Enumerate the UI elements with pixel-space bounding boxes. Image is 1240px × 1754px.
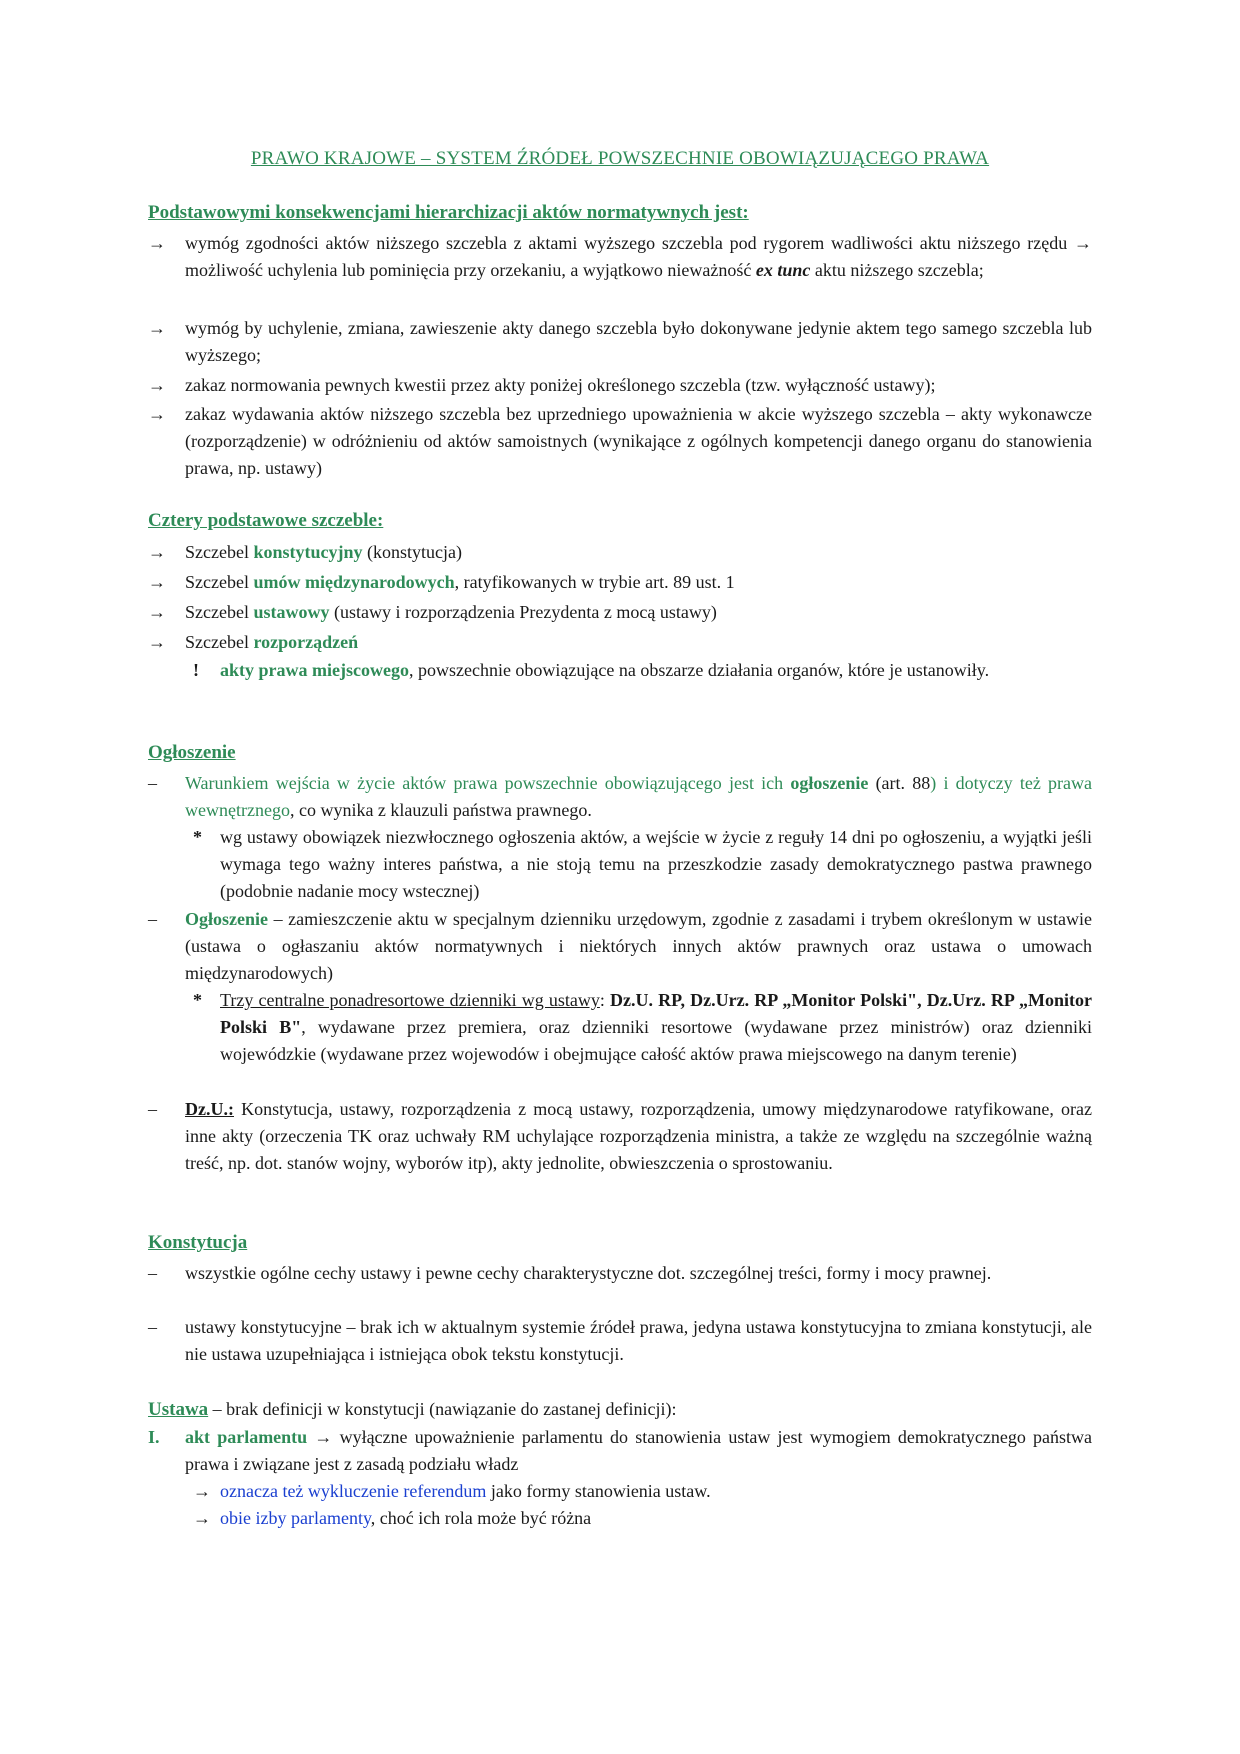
dash-icon: – xyxy=(148,773,157,793)
list-subitem: * wg ustawy obowiązek niezwłocznego ogłoszenia aktów, a wejście w życie z reguły 14 dni po ogłoszeniu, a wyjątki jeśli wymaga tego ważny interes państwa, a nie stoją temu na przeszkodzie zasady demokratycznego pastwa prawnego (podobnie nadanie mocy wstecznej) xyxy=(148,824,1092,905)
arrow-icon: → xyxy=(148,233,166,253)
arrow-icon: → xyxy=(148,632,166,652)
list-item: → Szczebel rozporządzeń xyxy=(148,629,1092,656)
list-item: → Szczebel konstytucyjny (konstytucja) xyxy=(148,539,1092,566)
list-subitem: → obie izby parlamenty, choć ich rola może być różna xyxy=(148,1505,1092,1532)
list-item: → Szczebel umów międzynarodowych, ratyfikowanych w trybie art. 89 ust. 1 xyxy=(148,569,1092,596)
arrow-icon: → xyxy=(193,1481,211,1501)
heading-statute: Ustawa xyxy=(148,1399,209,1420)
list-item: → Szczebel ustawowy (ustawy i rozporządzenia Prezydenta z mocą ustawy) xyxy=(148,599,1092,626)
list-item: → wymóg by uchylenie, zmiana, zawieszenie akty danego szczebla było dokonywane jedynie aktem tego samego szczebla lub wyższego; xyxy=(148,315,1092,369)
arrow-icon: → xyxy=(193,1508,211,1528)
list-item: → zakaz wydawania aktów niższego szczebla bez uprzedniego upoważnienia w akcie wyższego szczebla – akty wykonawcze (rozporządzenie) w odróżnieniu od aktów samoistnych (wynikające z ogólnych kompetencji danego organu do stanowienia prawa, np. ustawy) xyxy=(148,401,1092,482)
heading-constitution: Konstytucja xyxy=(148,1232,248,1253)
arrow-icon: → xyxy=(148,602,166,622)
roman-numeral-marker: I. xyxy=(148,1427,160,1447)
arrow-icon: → xyxy=(148,318,166,338)
document-title: PRAWO KRAJOWE – SYSTEM ŹRÓDEŁ POWSZECHNIE OBOWIĄZUJĄCEGO PRAWA xyxy=(250,148,990,169)
arrow-icon: → xyxy=(148,404,166,424)
list-item: – ustawy konstytucyjne – brak ich w aktualnym systemie źródeł prawa, jedyna ustawa konstytucyjna to zmiana konstytucji, ale nie ustawa uzupełniająca i istniejąca obok tekstu konstytucji. xyxy=(148,1314,1092,1368)
list-item: I. akt parlamentu → wyłączne upoważnienie parlamentu do stanowienia ustaw jest wymogiem demokratycznego państwa prawa i związane jest z zasadą podziału władz xyxy=(148,1424,1092,1478)
list-item: – Ogłoszenie – zamieszczenie aktu w specjalnym dzienniku urzędowym, zgodnie z zasadami i trybem określonym w ustawie (ustawa o ogłaszaniu aktów normatywnych i niektórych innych aktów prawnych oraz ustawa o umowach międzynarodowych) xyxy=(148,906,1092,987)
heading-statute-row: Ustawa – brak definicji w konstytucji (nawiązanie do zastanej definicji): xyxy=(148,1399,677,1420)
arrow-icon: → xyxy=(148,542,166,562)
list-subitem: → oznacza też wykluczenie referendum jako formy stanowienia ustaw. xyxy=(148,1478,1092,1505)
list-item: – Dz.U.: Konstytucja, ustawy, rozporządzenia z mocą ustawy, rozporządzenia, umowy międzynarodowe ratyfikowane, oraz inne akty (orzeczenia TK oraz uchwały RM uchylające rozporządzenia ministra, a także ze względu na szczególnie ważną treść, np. dot. stanów wojny, wyborów itp), akty jednolite, obwieszczenia o sprostowaniu. xyxy=(148,1096,1092,1204)
list-subitem: * Trzy centralne ponadresortowe dzienniki wg ustawy: Dz.U. RP, Dz.Urz. RP „Monitor Polski", Dz.Urz. RP „Monitor Polski B", wydawane przez premiera, oraz dzienniki resortowe (wydawane przez ministrów) oraz dzienniki wojewódzkie (wydawane przez wojewodów i obejmujące całość aktów prawa miejscowego na danym terenie) xyxy=(148,987,1092,1095)
list-item: – Warunkiem wejścia w życie aktów prawa powszechnie obowiązującego jest ich ogłoszenie (art. 88) i dotyczy też prawa wewnętrznego, co wynika z klauzuli państwa prawnego. xyxy=(148,770,1092,824)
heading-levels: Cztery podstawowe szczeble: xyxy=(148,510,384,531)
dash-icon: – xyxy=(148,1099,157,1119)
list-item: → wymóg zgodności aktów niższego szczebla z aktami wyższego szczebla pod rygorem wadliwości aktu niższego rzędu → możliwość uchylenia lub pominięcia przy orzekaniu, a wyjątkowo nieważność ex tunc aktu niższego szczebla; xyxy=(148,230,1092,311)
heading-promulgation: Ogłoszenie xyxy=(148,742,236,763)
dash-icon: – xyxy=(148,1263,157,1283)
dash-icon: – xyxy=(148,1317,157,1337)
list-item: – wszystkie ogólne cechy ustawy i pewne cechy charakterystyczne dot. szczególnej treści, formy i mocy prawnej. xyxy=(148,1260,1092,1314)
asterisk-icon: * xyxy=(193,827,202,847)
arrow-icon: → xyxy=(148,572,166,592)
list-subitem: ! akty prawa miejscowego, powszechnie obowiązujące na obszarze działania organów, które je ustanowiły. xyxy=(148,657,1092,711)
asterisk-icon: * xyxy=(193,990,202,1010)
exclamation-icon: ! xyxy=(193,660,199,680)
dash-icon: – xyxy=(148,909,157,929)
arrow-icon: → xyxy=(148,375,166,395)
list-item: → zakaz normowania pewnych kwestii przez akty poniżej określonego szczebla (tzw. wyłączność ustawy); xyxy=(148,372,1092,399)
heading-hierarchy: Podstawowymi konsekwencjami hierarchizacji aktów normatywnych jest: xyxy=(148,202,749,223)
